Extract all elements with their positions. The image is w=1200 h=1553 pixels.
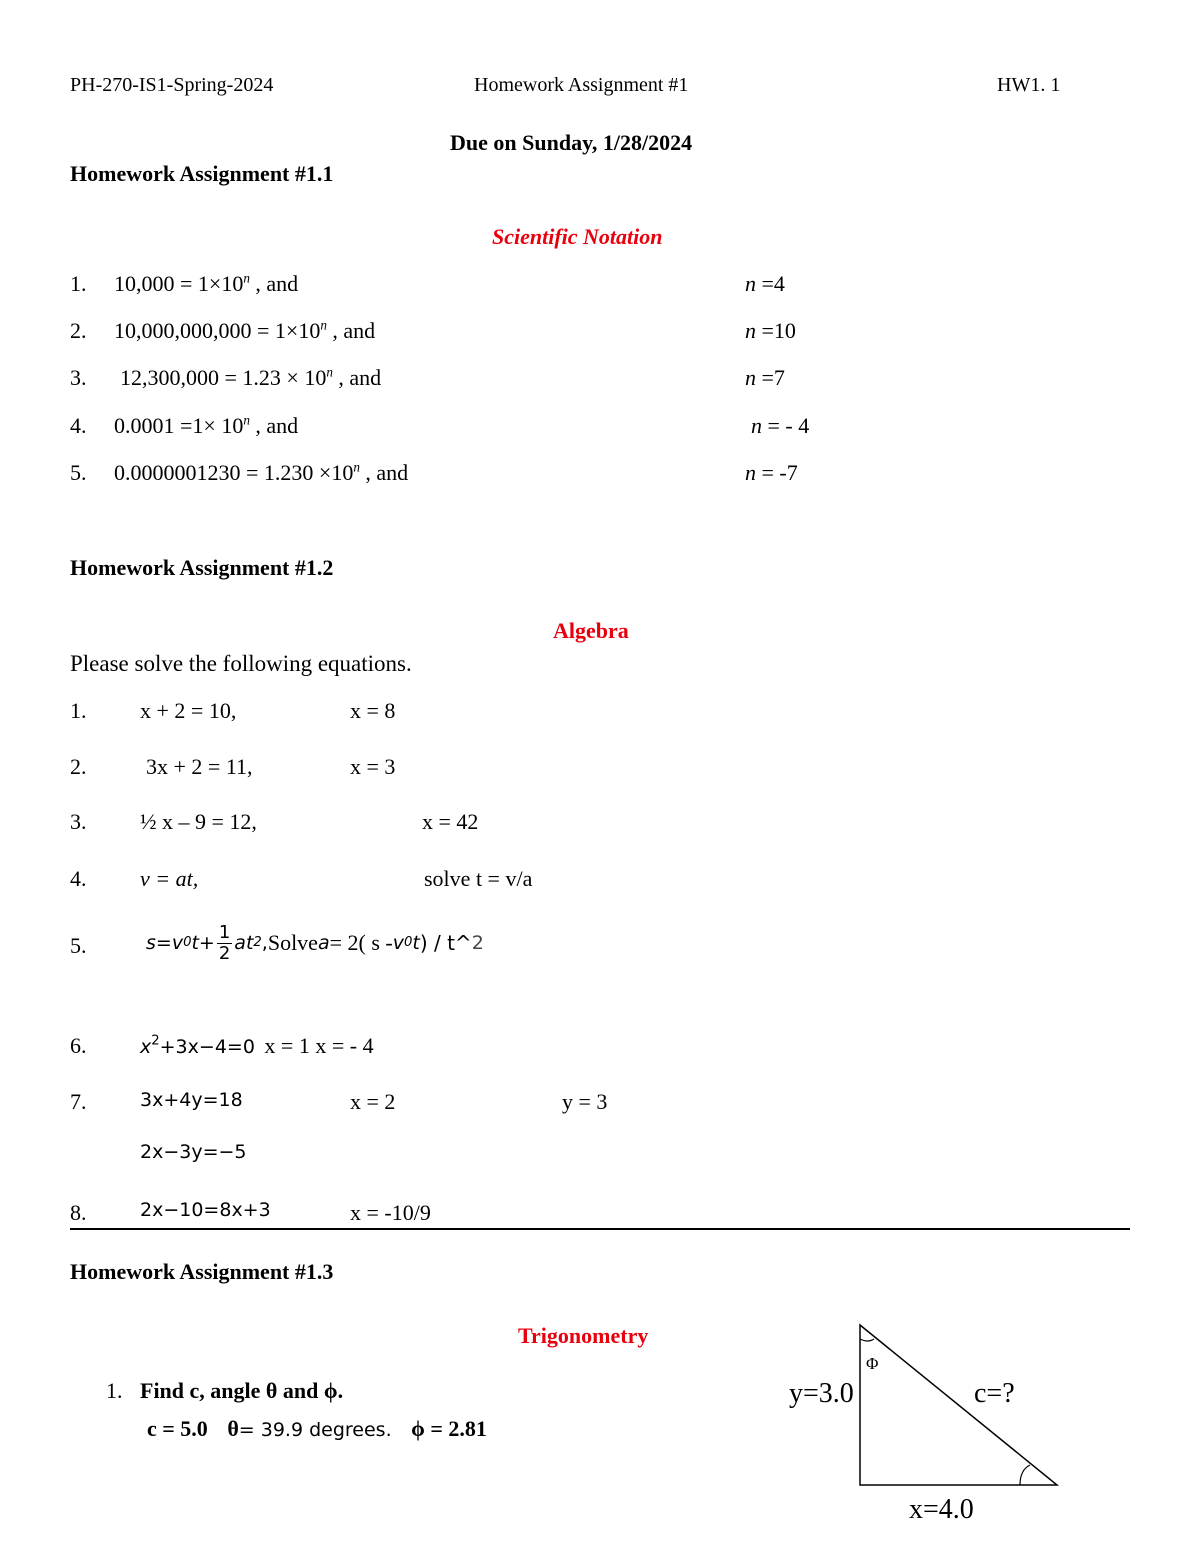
item-number: 4.	[70, 413, 87, 438]
item-number: 1.	[70, 271, 87, 296]
item-number: 1.	[106, 1378, 123, 1403]
item-tail: , and	[332, 365, 382, 390]
equation-answer: solve t = v/a	[424, 866, 533, 891]
theta-angle-arc	[1020, 1465, 1030, 1485]
item-number: 6.	[70, 1033, 87, 1058]
trig-answer	[147, 1416, 487, 1442]
exponent: n	[320, 317, 327, 333]
item-number: 1.	[70, 698, 87, 723]
answer-value: = - 4	[767, 413, 810, 438]
equation-answer: x = 1 x = - 4	[264, 1033, 374, 1058]
item-number: 8.	[70, 1200, 87, 1225]
item-answer	[745, 271, 785, 297]
answer-theta-label: θ	[227, 1416, 239, 1441]
equation-answer: x = 3	[350, 754, 396, 779]
equation-answer: x = -10/9	[350, 1200, 431, 1225]
list-item	[70, 365, 381, 391]
answer-var: n	[745, 318, 756, 343]
section-divider	[70, 1228, 1130, 1230]
header-title: Homework Assignment #1	[474, 74, 689, 96]
list-item	[70, 413, 298, 439]
equation-part: x	[140, 1036, 152, 1058]
page-number: HW1. 1	[997, 74, 1061, 96]
equation: 2x−3y=−5	[140, 1141, 247, 1163]
equation-part: at	[234, 932, 254, 954]
item-expression: 0.0001 =1× 10	[114, 413, 244, 438]
list-item	[70, 318, 375, 344]
item-number: 3.	[70, 809, 87, 834]
hypotenuse-label: c=?	[974, 1378, 1015, 1409]
superscript: 2	[151, 1033, 160, 1049]
item-answer	[745, 365, 785, 391]
item-tail: , and	[326, 318, 376, 343]
item-answer	[745, 460, 798, 486]
equation-part: ,	[261, 932, 268, 954]
question	[106, 1378, 343, 1404]
side-x-label: x=4.0	[909, 1494, 974, 1525]
item-expression: 10,000,000,000 = 1×10	[114, 318, 321, 343]
answer-var: n	[745, 460, 756, 485]
item-tail: , and	[249, 271, 299, 296]
item-number: 4.	[70, 866, 87, 891]
phi-label: Φ	[866, 1354, 879, 1373]
item-number: 7.	[70, 1089, 87, 1114]
fraction-denominator: 2	[218, 942, 231, 964]
equation: 3x+4y=18	[140, 1089, 243, 1111]
section-1-2-intro: Please solve the following equations.	[70, 651, 412, 676]
due-date: Due on Sunday, 1/28/2024	[450, 130, 693, 155]
triangle-shape	[860, 1325, 1057, 1485]
answer-part: ) / t^	[419, 931, 472, 955]
answer-phi: ϕ = 2.81	[411, 1416, 487, 1441]
equation-answer: x = 8	[350, 698, 396, 723]
equation-part: s=v	[146, 932, 184, 954]
answer-part: 2	[471, 932, 484, 954]
equation: ½ x – 9 = 12,	[140, 809, 257, 834]
exponent: n	[353, 459, 360, 475]
section-1-1-heading: Homework Assignment #1.1	[70, 161, 334, 186]
answer-c: c = 5.0	[147, 1416, 208, 1441]
fraction	[217, 923, 232, 964]
equation: 3x + 2 = 11,	[146, 754, 253, 779]
section-1-3-topic: Trigonometry	[518, 1323, 649, 1348]
answer-part: Solve	[267, 930, 318, 955]
list-item	[70, 271, 298, 297]
course-code: PH-270-IS1-Spring-2024	[70, 74, 274, 96]
item-number: 2.	[70, 754, 87, 779]
item-number: 3.	[70, 365, 87, 390]
list-item	[70, 460, 408, 486]
answer-var: n	[745, 271, 756, 296]
item-tail: , and	[249, 413, 299, 438]
phi-angle-arc	[860, 1339, 874, 1341]
answer-part: = 2( s -	[329, 930, 393, 955]
equation-part: +3x−4=0	[159, 1036, 255, 1058]
equation-answer: x = 2	[350, 1089, 396, 1114]
answer-var: n	[745, 365, 756, 390]
answer-value: =7	[761, 365, 785, 390]
item-expression: 12,300,000 = 1.23 × 10	[120, 365, 327, 390]
equation-part: t+	[191, 932, 215, 954]
equation: 2x−10=8x+3	[140, 1199, 271, 1221]
item-answer	[745, 318, 796, 344]
side-y-label: y=3.0	[789, 1378, 854, 1409]
fraction-numerator: 1	[218, 921, 231, 943]
item-answer	[751, 413, 809, 439]
item-number: 2.	[70, 318, 87, 343]
answer-part: v	[392, 932, 404, 954]
answer-value: = -7	[761, 460, 798, 485]
item-expression: 10,000 = 1×10	[114, 271, 244, 296]
item-expression: 0.0000001230 = 1.230 ×10	[114, 460, 354, 485]
question-text: Find c, angle θ and ϕ.	[140, 1378, 344, 1403]
answer-value: =10	[761, 318, 796, 343]
item-tail: , and	[359, 460, 409, 485]
equation: v = at,	[140, 866, 199, 891]
exponent: n	[243, 412, 250, 428]
answer-theta: = 39.9 degrees.	[238, 1419, 392, 1441]
equation: s=v 0 t+ $\frac{1}{2}$ at 2 , Solve a = 2( s - v 0 t ) / t^ 2	[146, 921, 484, 964]
answer-var: n	[751, 413, 762, 438]
answer-part: a	[317, 932, 330, 954]
answer-value: =4	[761, 271, 785, 296]
item-number: 5.	[70, 933, 87, 958]
equation-answer: y = 3	[562, 1089, 608, 1114]
equation-answer: x = 42	[422, 809, 479, 834]
section-1-1-topic: Scientific Notation	[492, 224, 663, 249]
equation: x + 2 = 10,	[140, 698, 237, 723]
answer-part: t	[412, 932, 420, 954]
section-1-2-heading: Homework Assignment #1.2	[70, 555, 334, 580]
item-number: 5.	[70, 460, 87, 485]
section-1-2-topic: Algebra	[553, 618, 629, 643]
exponent: n	[243, 270, 250, 286]
section-1-3-heading: Homework Assignment #1.3	[70, 1259, 334, 1284]
equation	[140, 1033, 374, 1059]
exponent: n	[326, 364, 333, 380]
